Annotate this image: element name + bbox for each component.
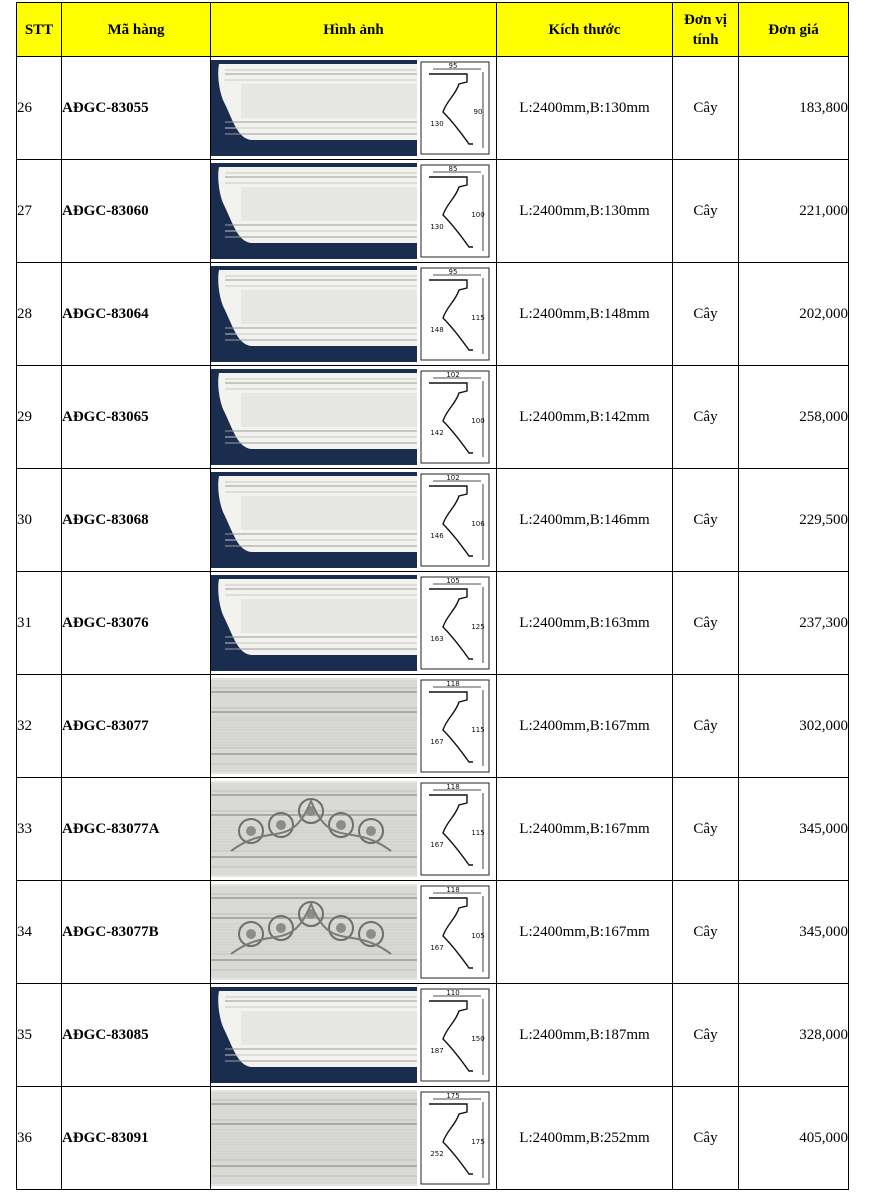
dimension-label: 90 [473,108,483,116]
row-unit: Cây [673,881,739,984]
dimension-label: 167 [430,738,444,746]
row-size: L:2400mm,B:142mm [497,366,673,469]
header-unit [673,3,739,57]
molding-product-image [211,884,491,980]
dimension-label: 146 [430,532,444,540]
header-stt: STT [17,3,62,57]
row-size: L:2400mm,B:252mm [497,1087,673,1190]
table-row [17,469,849,572]
dimension-label: 115 [471,829,485,837]
dimension-label: 118 [446,783,460,791]
dimension-label: 167 [430,841,444,849]
row-stt: 33 [17,778,62,881]
row-code: AĐGC-83065 [62,366,211,469]
dimension-label: 105 [446,577,460,585]
row-unit: Cây [673,572,739,675]
dimension-label: 118 [446,680,460,688]
row-price: 328,000 [739,984,849,1087]
row-size: L:2400mm,B:130mm [497,160,673,263]
table-row [17,675,849,778]
table-row [17,366,849,469]
row-unit: Cây [673,366,739,469]
row-unit: Cây [673,469,739,572]
dimension-label: 106 [471,520,485,528]
row-code: AĐGC-83091 [62,1087,211,1190]
row-stt: 35 [17,984,62,1087]
row-stt: 30 [17,469,62,572]
row-unit: Cây [673,675,739,778]
molding-cove-shade [241,1011,417,1045]
row-size: L:2400mm,B:187mm [497,984,673,1087]
row-size: L:2400mm,B:130mm [497,57,673,160]
dimension-label: 130 [430,223,444,231]
row-image-cell [211,572,497,675]
molding-body [211,680,417,772]
row-unit: Cây [673,263,739,366]
dimension-label: 142 [430,429,444,437]
dimension-label: 175 [471,1138,485,1146]
row-image-cell [211,160,497,263]
dimension-label: 102 [446,371,460,379]
dimension-label: 115 [471,314,485,322]
row-stt: 36 [17,1087,62,1190]
row-image-cell [211,57,497,160]
dimension-label: 130 [430,120,444,128]
row-price: 221,000 [739,160,849,263]
molding-cove-shade [241,84,417,118]
row-code: AĐGC-83076 [62,572,211,675]
row-size: L:2400mm,B:163mm [497,572,673,675]
row-size: L:2400mm,B:167mm [497,778,673,881]
molding-cove-shade [241,290,417,324]
dimension-label: 95 [448,268,458,276]
molding-product-image [211,678,491,774]
header-row [17,3,849,57]
row-image-cell [211,881,497,984]
row-unit: Cây [673,984,739,1087]
dimension-label: 105 [471,932,485,940]
row-image-cell [211,263,497,366]
molding-product-image [211,575,491,671]
dimension-label: 125 [471,623,485,631]
row-code: AĐGC-83055 [62,57,211,160]
table-row [17,1087,849,1190]
table-row [17,263,849,366]
dimension-label: 118 [446,886,460,894]
row-size: L:2400mm,B:148mm [497,263,673,366]
molding-product-image [211,781,491,877]
header-image: Hình ảnh [211,3,497,57]
molding-product-image [211,987,491,1083]
row-price: 345,000 [739,881,849,984]
dimension-label: 85 [448,165,458,173]
row-image-cell [211,778,497,881]
row-stt: 34 [17,881,62,984]
molding-cove-shade [241,599,417,633]
header-price: Đơn giá [739,3,849,57]
dimension-label: 252 [430,1150,444,1158]
row-stt: 27 [17,160,62,263]
row-price: 345,000 [739,778,849,881]
row-price: 183,800 [739,57,849,160]
row-price: 229,500 [739,469,849,572]
row-price: 405,000 [739,1087,849,1190]
molding-cove-shade [241,496,417,530]
row-code: AĐGC-83085 [62,984,211,1087]
row-image-cell [211,366,497,469]
molding-product-image [211,266,491,362]
dimension-label: 100 [471,417,485,425]
molding-cove-shade [241,393,417,427]
price-table [16,2,849,1190]
row-code: AĐGC-83077A [62,778,211,881]
table-body [17,57,849,1190]
molding-product-image [211,163,491,259]
row-image-cell [211,984,497,1087]
row-price: 237,300 [739,572,849,675]
table-header [17,3,849,57]
dimension-label: 100 [471,211,485,219]
header-code: Mã hàng [62,3,211,57]
row-unit: Cây [673,57,739,160]
row-size: L:2400mm,B:146mm [497,469,673,572]
row-image-cell [211,1087,497,1190]
molding-body [211,1092,417,1184]
table-row [17,984,849,1087]
header-unit-line1: Đơn vị [684,11,727,28]
row-stt: 32 [17,675,62,778]
molding-product-image [211,60,491,156]
dimension-label: 167 [430,944,444,952]
row-unit: Cây [673,1087,739,1190]
dimension-label: 148 [430,326,444,334]
molding-body [211,783,417,875]
row-size: L:2400mm,B:167mm [497,881,673,984]
row-code: AĐGC-83060 [62,160,211,263]
molding-cove-shade [241,187,417,221]
table-row [17,778,849,881]
row-image-cell [211,675,497,778]
molding-product-image [211,369,491,465]
header-size: Kích thước [497,3,673,57]
dimension-label: 95 [448,62,458,70]
row-stt: 28 [17,263,62,366]
dimension-label: 115 [471,726,485,734]
row-code: AĐGC-83077B [62,881,211,984]
row-price: 258,000 [739,366,849,469]
row-code: AĐGC-83077 [62,675,211,778]
molding-product-image [211,1090,491,1186]
dimension-label: 187 [430,1047,444,1055]
table-row [17,881,849,984]
dimension-label: 163 [430,635,444,643]
header-unit-line2: tính [692,31,719,48]
molding-body [211,886,417,978]
table-row [17,160,849,263]
molding-product-image [211,472,491,568]
dimension-label: 110 [446,989,460,997]
table-row [17,572,849,675]
row-image-cell [211,469,497,572]
row-price: 202,000 [739,263,849,366]
row-stt: 29 [17,366,62,469]
row-size: L:2400mm,B:167mm [497,675,673,778]
dimension-label: 102 [446,474,460,482]
row-stt: 31 [17,572,62,675]
row-unit: Cây [673,160,739,263]
row-code: AĐGC-83064 [62,263,211,366]
row-price: 302,000 [739,675,849,778]
dimension-label: 175 [446,1092,460,1100]
row-unit: Cây [673,778,739,881]
row-stt: 26 [17,57,62,160]
table-row [17,57,849,160]
row-code: AĐGC-83068 [62,469,211,572]
dimension-label: 150 [471,1035,485,1043]
